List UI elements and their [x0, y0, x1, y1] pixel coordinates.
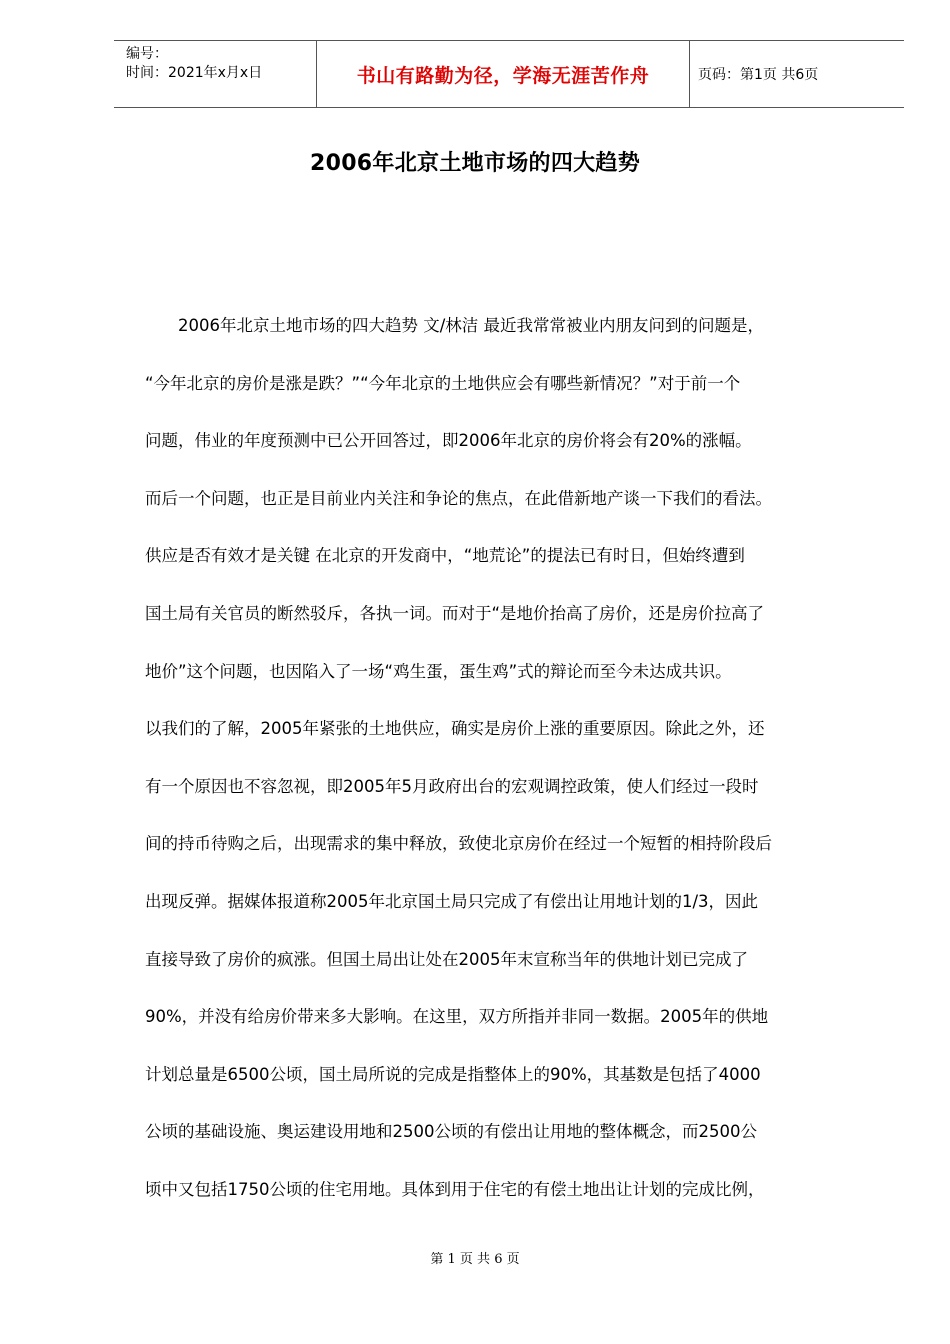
page-footer: 第 1 页 共 6 页 [430, 1252, 520, 1267]
page-header [114, 40, 904, 108]
body-line: 地价”这个问题，也因陷入了一场“鸡生蛋，蛋生鸡”式的辩论而至今未达成共识。 [145, 661, 732, 681]
body-line: 直接导致了房价的疯涨。但国土局出让处在2005年末宣称当年的供地计划已完成了 [145, 949, 748, 969]
body-line: 有一个原因也不容忽视，即2005年5月政府出台的宏观调控政策，使人们经过一段时 [145, 776, 759, 796]
body-line: 间的持币待购之后，出现需求的集中释放，致使北京房价在经过一个短暂的相持阶段后 [145, 834, 772, 854]
body-line: 90%，并没有给房价带来多大影响。在这里，双方所指并非同一数据。2005年的供地 [145, 1007, 769, 1027]
body-line: 顷中又包括1750公顷的住宅用地。具体到用于住宅的有偿土地出让计划的完成比例， [145, 1179, 765, 1199]
document-title: 2006年北京土地市场的四大趋势 [309, 151, 641, 176]
document-body [145, 306, 885, 1228]
body-line: 国土局有关官员的断然驳斥，各执一词。而对于“是地价抬高了房价，还是房价拉高了 [145, 603, 765, 623]
document-number-label: 编号： [126, 46, 168, 62]
body-line: 供应是否有效才是关键 在北京的开发商中，“地荒论”的提法已有时日，但始终遭到 [145, 546, 745, 566]
body-line: 计划总量是6500公顷，国土局所说的完成是指整体上的90%，其基数是包括了4000 [145, 1064, 761, 1084]
body-line: 以我们的了解，2005年紧张的土地供应，确实是房价上涨的重要原因。除此之外，还 [145, 719, 765, 739]
header-meta [114, 41, 316, 107]
body-line: “今年北京的房价是涨是跌？”“今年北京的土地供应会有哪些新情况？”对于前一个 [145, 373, 741, 393]
header-motto: 书山有路勤为径，学海无涯苦作舟 [316, 41, 690, 107]
body-line: 而后一个问题，也正是目前业内关注和争论的焦点，在此借新地产谈一下我们的看法。 [145, 488, 772, 508]
body-line: 问题，伟业的年度预测中已公开回答过，即2006年北京的房价将会有20%的涨幅。 [145, 431, 752, 451]
body-line: 2006年北京土地市场的四大趋势 文/林洁 最近我常常被业内朋友问到的问题是， [145, 316, 765, 335]
document-time-label: 时间：2021年x月x日 [126, 65, 263, 81]
body-line: 出现反弹。据媒体报道称2005年北京国土局只完成了有偿出让用地计划的1/3，因此 [145, 891, 759, 911]
header-page-info: 页码：第1页 共6页 [698, 67, 819, 83]
body-line: 公顷的基础设施、奥运建设用地和2500公顷的有偿出让用地的整体概念，而2500公 [145, 1122, 757, 1142]
